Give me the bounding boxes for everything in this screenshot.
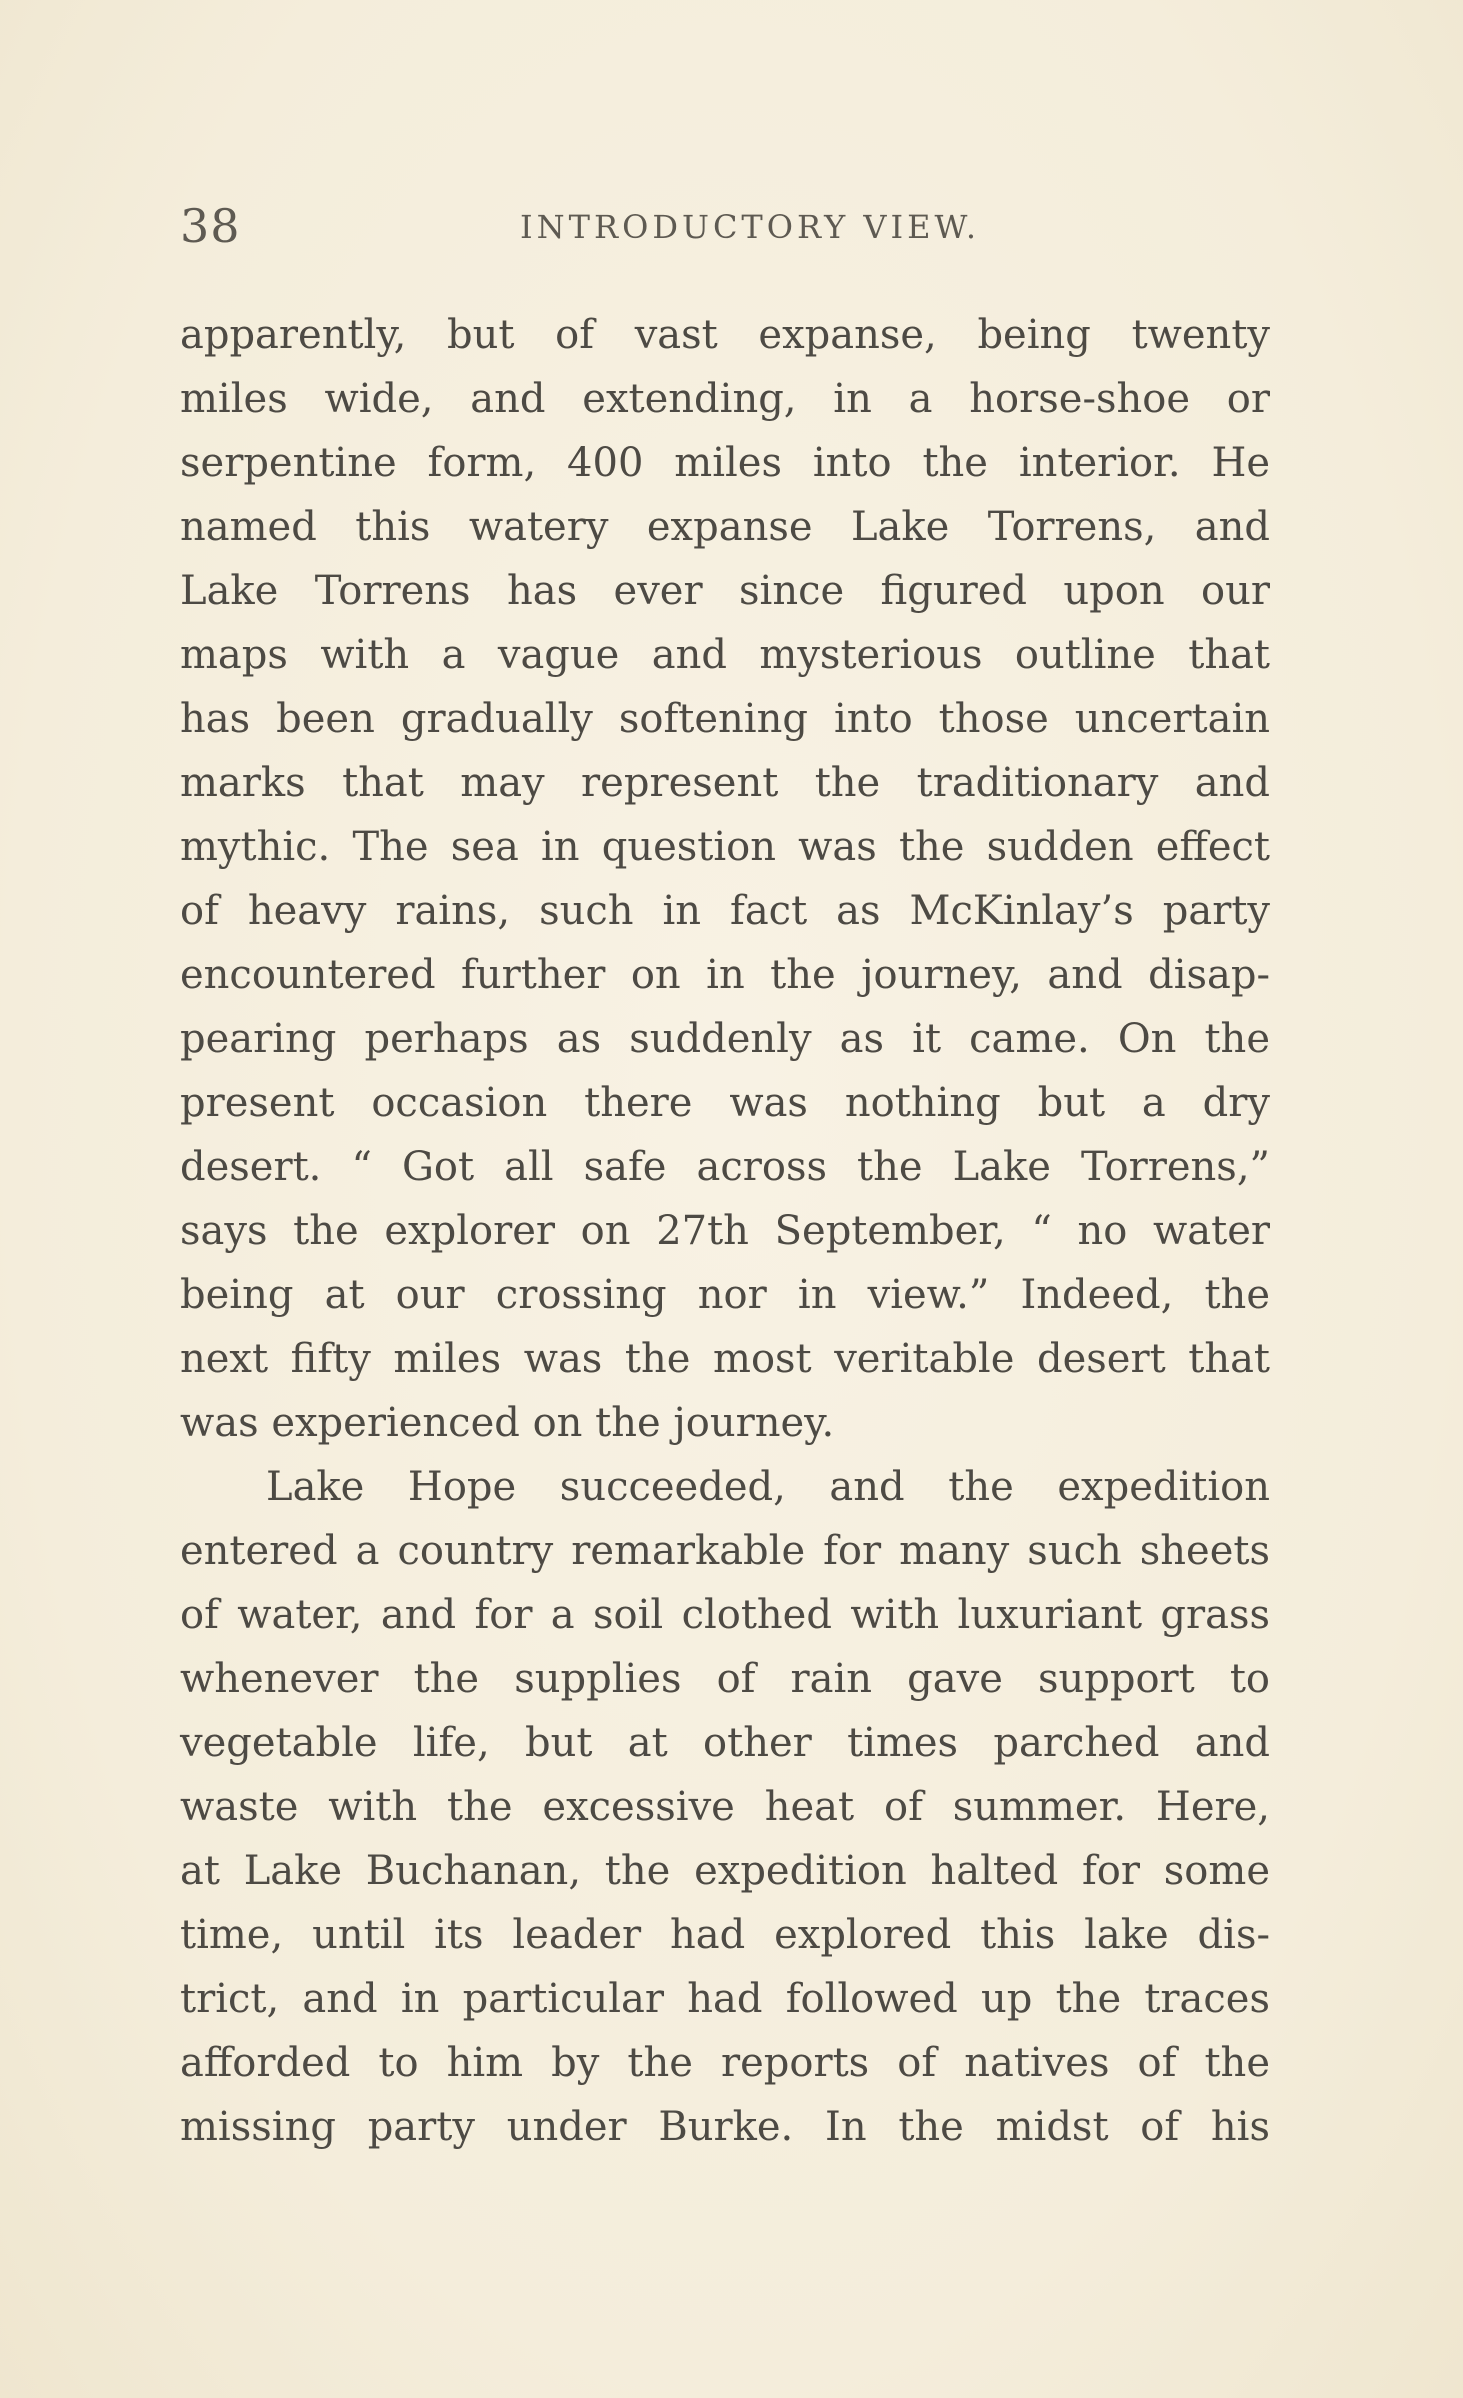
text-line: says the explorer on 27th September, “ no water: [180, 1208, 1270, 1254]
text-line: apparently, but of vast expanse, being twenty: [180, 312, 1270, 358]
text-line: Lake Hope succeeded, and the expedition: [266, 1464, 1270, 1510]
body-text: [180, 303, 1270, 2159]
text-line: afforded to him by the reports of natives of the: [180, 2040, 1270, 2086]
text-line: serpentine form, 400 miles into the interior. He: [180, 440, 1270, 486]
text-line: Lake Torrens has ever since figured upon our: [180, 568, 1270, 614]
text-line: encountered further on in the journey, and disap-: [180, 952, 1270, 998]
text-line: was experienced on the journey.: [180, 1400, 835, 1446]
text-line: present occasion there was nothing but a dry: [180, 1080, 1270, 1126]
running-head: INTRODUCTORY VIEW.: [520, 208, 980, 246]
text-line: marks that may represent the traditionary and: [180, 760, 1270, 806]
text-line: named this watery expanse Lake Torrens, and: [180, 504, 1270, 550]
text-line: time, until its leader had explored this lake dis-: [180, 1912, 1270, 1958]
paragraph: [180, 303, 1270, 1455]
text-line: mythic. The sea in question was the sudden effect: [180, 824, 1270, 870]
text-line: has been gradually softening into those uncertain: [180, 696, 1270, 742]
text-line: pearing perhaps as suddenly as it came. On the: [180, 1016, 1270, 1062]
text-line: whenever the supplies of rain gave support to: [180, 1656, 1270, 1702]
page-number: 38: [180, 199, 241, 253]
text-line: at Lake Buchanan, the expedition halted for some: [180, 1848, 1270, 1894]
text-line: next fifty miles was the most veritable desert that: [180, 1336, 1270, 1382]
text-line: vegetable life, but at other times parched and: [180, 1720, 1270, 1766]
text-line: of heavy rains, such in fact as McKinlay’s party: [180, 888, 1270, 934]
text-line: being at our crossing nor in view.” Indeed, the: [180, 1272, 1270, 1318]
paragraph: [180, 1455, 1270, 2159]
text-line: waste with the excessive heat of summer. Here,: [180, 1784, 1270, 1830]
text-line: miles wide, and extending, in a horse-shoe or: [180, 376, 1270, 422]
text-line: maps with a vague and mysterious outline that: [180, 632, 1270, 678]
page-header: [180, 196, 1270, 256]
text-line: trict, and in particular had followed up the traces: [180, 1976, 1270, 2022]
text-line: missing party under Burke. In the midst of his: [180, 2104, 1270, 2150]
text-line: entered a country remarkable for many such sheets: [180, 1528, 1270, 1574]
text-line: of water, and for a soil clothed with luxuriant grass: [180, 1592, 1270, 1638]
text-line: desert. “ Got all safe across the Lake Torrens,”: [180, 1144, 1270, 1190]
